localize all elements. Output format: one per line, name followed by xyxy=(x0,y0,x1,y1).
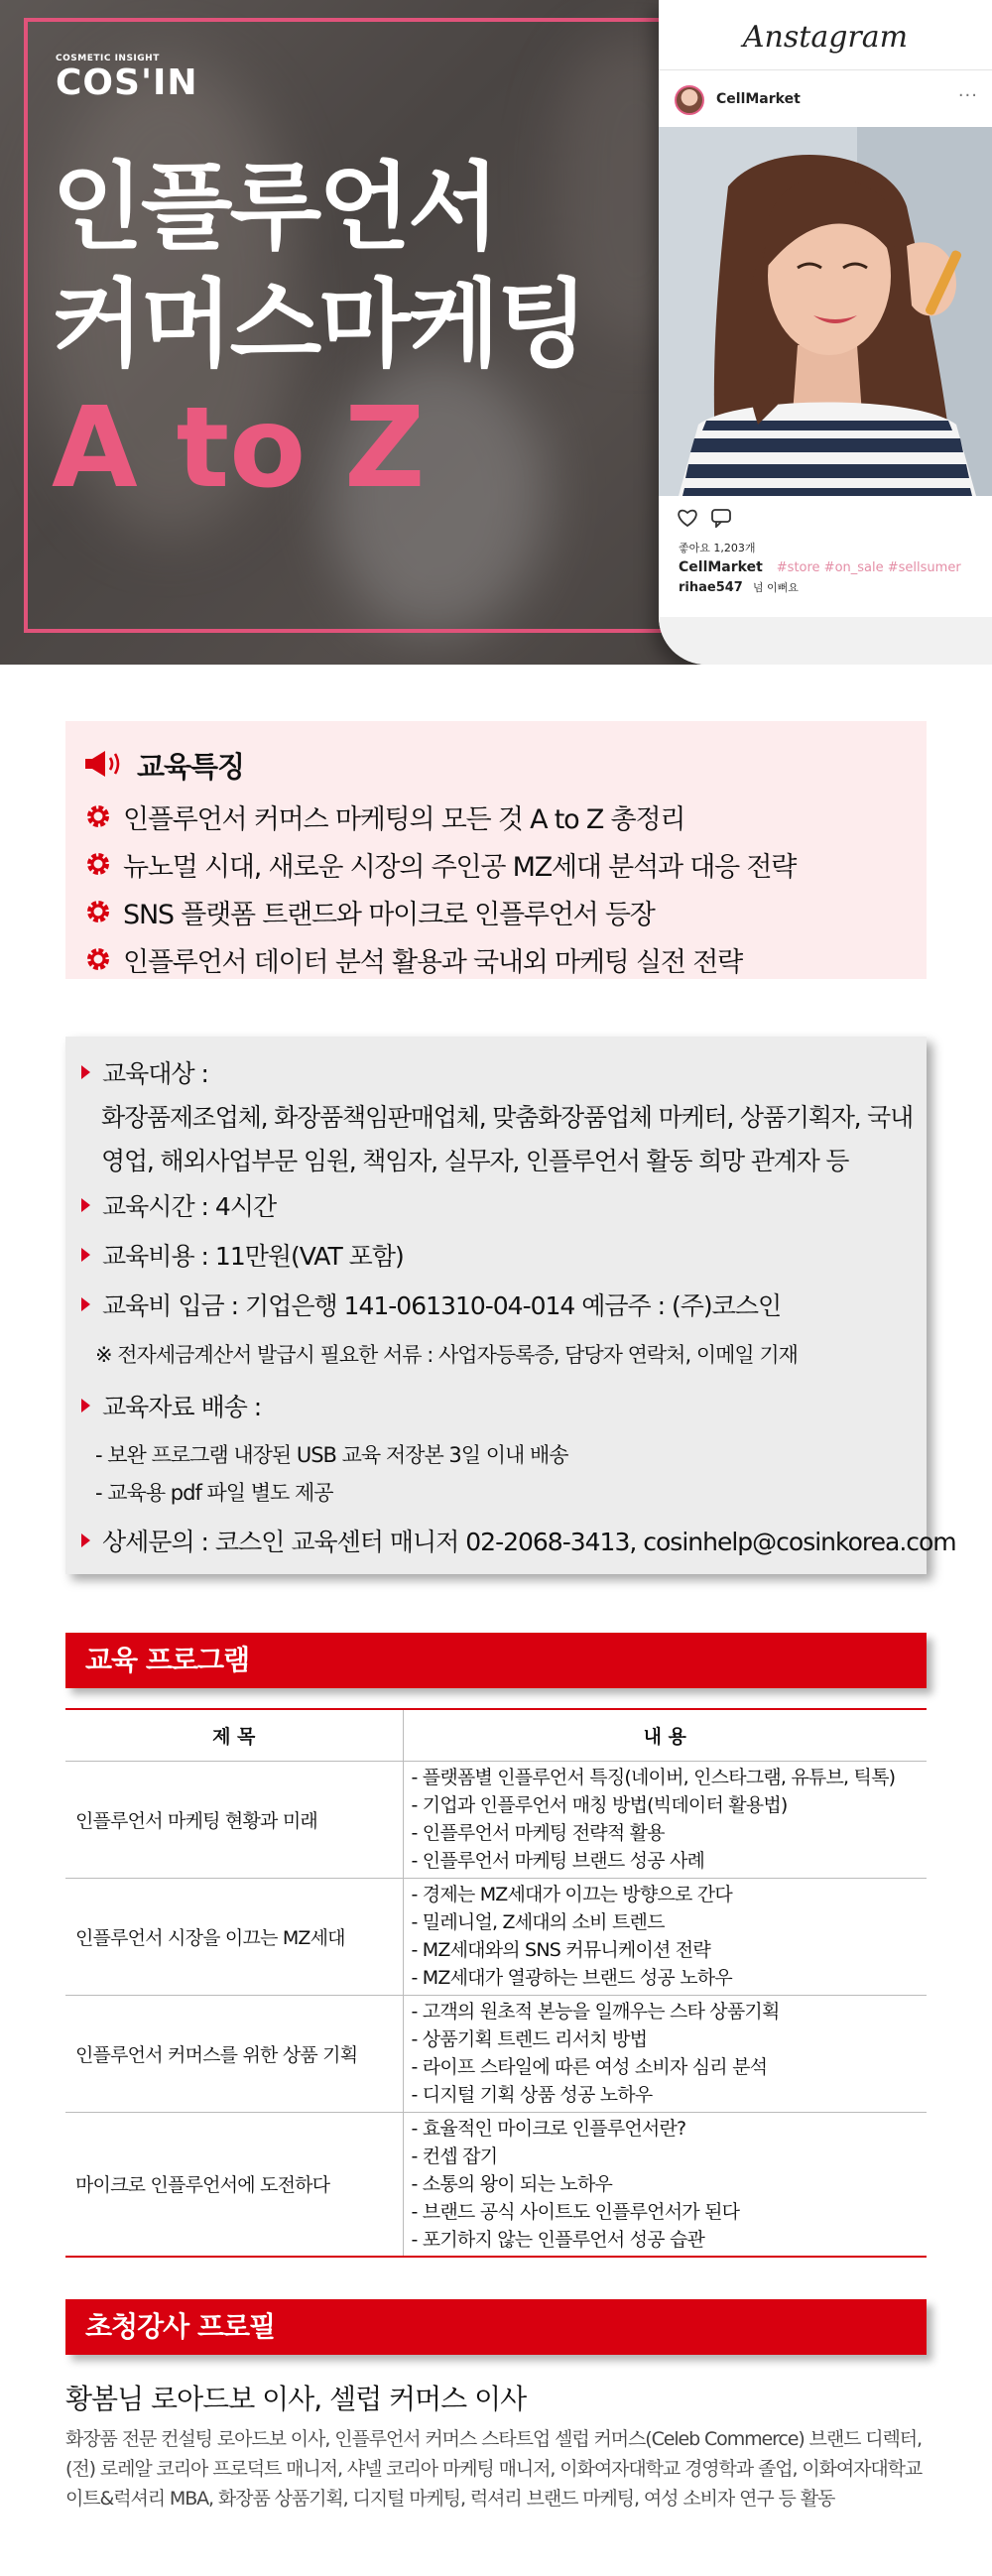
hero-banner xyxy=(0,0,992,665)
table-row xyxy=(65,1995,927,2112)
program-table xyxy=(65,1708,927,2258)
more-icon: ··· xyxy=(957,85,978,106)
instructor-bio xyxy=(65,2424,938,2514)
gear-icon xyxy=(85,946,111,972)
session-item: - 상품기획 트렌드 리서치 방법 xyxy=(411,2028,648,2050)
column-header-content: 내 용 xyxy=(403,1709,927,1761)
feature-text: SNS 플랫폼 트랜드와 마이크로 인플루언서 등장 xyxy=(123,899,655,930)
list-item xyxy=(85,793,796,840)
arrow-icon xyxy=(81,1248,90,1262)
session-item: - 컨셉 잡기 xyxy=(411,2145,498,2167)
post-username: CellMarket xyxy=(716,91,801,107)
target-label-text: 교육대상 : xyxy=(102,1059,208,1088)
course-cost-text: 교육비용 : 11만원(VAT 포함) xyxy=(102,1242,404,1271)
hero-title-accent: A to Z xyxy=(52,384,426,513)
gear-icon xyxy=(85,803,111,829)
arrow-icon xyxy=(81,1297,90,1311)
session-item: - 디지털 기획 상품 성공 노하우 xyxy=(411,2084,653,2106)
session-title: 마이크로 인플루언서에 도전하다 xyxy=(65,2112,403,2257)
arrow-icon xyxy=(81,1533,90,1547)
payment-info xyxy=(81,1287,781,1322)
logo-tagline: COSMETIC INSIGHT xyxy=(56,54,160,63)
feature-text: 인플루언서 커머스 마케팅의 모든 것 A to Z 총정리 xyxy=(123,803,685,835)
arrow-icon xyxy=(81,1065,90,1079)
session-item: - 소통의 왕이 되는 노하우 xyxy=(411,2172,613,2195)
likes-count: 좋아요 1,203개 xyxy=(679,542,756,554)
target-label xyxy=(81,1054,208,1090)
program-heading: 교육 프로그램 xyxy=(65,1633,927,1688)
heart-icon[interactable] xyxy=(677,508,698,528)
target-line: 영업, 해외사업부문 임원, 책임자, 실무자, 인플루언서 활동 희망 관계자 등 xyxy=(101,1147,849,1175)
arrow-icon xyxy=(81,1399,90,1412)
session-item: - 인플루언서 마케팅 전략적 활용 xyxy=(411,1822,665,1844)
session-item: - 플랫폼별 인플루언서 특징(네이버, 인스타그램, 유튜브, 틱톡) xyxy=(411,1767,896,1788)
post-comment xyxy=(679,579,799,595)
material-item: - 교육용 pdf 파일 별도 제공 xyxy=(95,1481,333,1505)
gear-icon xyxy=(85,851,111,877)
comment-text: 넘 이뻐요 xyxy=(752,581,799,594)
bio-line: 이트&럭셔리 MBA, 화장품 상품기획, 디지털 마케팅, 럭셔리 브랜드 마케팅, 여성 소비자 연구 등 활동 xyxy=(65,2488,835,2510)
feature-text: 인플루언서 데이터 분석 활용과 국내외 마케팅 실전 전략 xyxy=(123,946,742,978)
tax-note: ※ 전자세금계산서 발급시 필요한 서류 : 사업자등록증, 담당자 연락처, 이메일 기재 xyxy=(95,1343,798,1367)
arrow-icon xyxy=(81,1198,90,1212)
caption-hashtags: #store #on_sale #sellsumer xyxy=(776,560,961,575)
material-label-text: 교육자료 배송 : xyxy=(102,1393,262,1421)
material-item: - 보완 프로그램 내장된 USB 교육 저장본 3일 이내 배송 xyxy=(95,1443,568,1467)
session-content xyxy=(403,2112,927,2257)
features-list xyxy=(85,793,796,983)
hero-title-line: 인플루언서 xyxy=(52,152,497,263)
session-item: - 라이프 스타일에 따른 여성 소비자 심리 분석 xyxy=(411,2056,768,2078)
session-content xyxy=(403,1878,927,1995)
comment-username: rihae547 xyxy=(679,580,743,595)
instagram-logo: Anstagram xyxy=(742,20,909,55)
session-item: - MZ세대와의 SNS 커뮤니케이션 전략 xyxy=(411,1939,710,1961)
session-title: 인플루언서 시장을 이끄는 MZ세대 xyxy=(65,1878,403,1995)
session-item: - 효율적인 마이크로 인플루언서란? xyxy=(411,2117,686,2140)
caption-username: CellMarket xyxy=(679,559,763,575)
hero-title xyxy=(52,149,585,383)
list-item xyxy=(85,888,796,935)
features-title: 교육특징 xyxy=(137,750,245,784)
course-time-text: 교육시간 : 4시간 xyxy=(102,1192,277,1221)
session-content xyxy=(403,1761,927,1878)
table-header-row xyxy=(65,1709,927,1761)
table-row xyxy=(65,1878,927,1995)
course-time xyxy=(81,1187,276,1223)
hero-title-line: 커머스마케팅 xyxy=(52,269,586,380)
cosin-logo xyxy=(56,54,198,101)
instagram-mockup xyxy=(659,0,992,665)
features-heading xyxy=(83,745,244,786)
megaphone-icon xyxy=(83,749,127,783)
session-title: 인플루언서 마케팅 현황과 미래 xyxy=(65,1761,403,1878)
post-photo xyxy=(659,127,992,496)
instructor-name: 황봄님 로아드보 이사, 셀럽 커머스 이사 xyxy=(65,2383,527,2415)
table-row xyxy=(65,1761,927,1878)
session-item: - 포기하지 않는 인플루언서 성공 습관 xyxy=(411,2228,705,2251)
phone-bottom-strip xyxy=(659,617,992,665)
material-label xyxy=(81,1388,261,1423)
session-item: - MZ세대가 열광하는 브랜드 성공 노하우 xyxy=(411,1967,732,1989)
bio-line: 화장품 전문 컨설팅 로아드보 이사, 인플루언서 커머스 스타트업 셀럽 커머스(Celeb Commerce) 브랜드 디렉터, xyxy=(65,2428,922,2450)
table-row xyxy=(65,2112,927,2257)
gear-icon xyxy=(85,899,111,924)
payment-info-text: 교육비 입금 : 기업은행 141-061310-04-014 예금주 : (주)코스인 xyxy=(102,1291,782,1320)
session-item: - 브랜드 공식 사이트도 인플루언서가 된다 xyxy=(411,2200,740,2223)
list-item xyxy=(85,840,796,888)
contact-info-text: 상세문의 : 코스인 교육센터 매니저 02-2068-3413, cosinhelp@cosinkorea.com xyxy=(102,1528,956,1556)
session-title: 인플루언서 커머스를 위한 상품 기획 xyxy=(65,1995,403,2112)
contact-info xyxy=(81,1523,956,1558)
logo-wordmark: COS'IN xyxy=(56,62,198,103)
course-info-box xyxy=(65,1037,956,1574)
session-item: - 고객의 원초적 본능을 일깨우는 스타 상품기획 xyxy=(411,2001,780,2023)
list-item xyxy=(85,935,796,983)
session-item: - 기업과 인플루언서 매칭 방법(빅데이터 활용법) xyxy=(411,1794,788,1816)
column-header-title: 제 목 xyxy=(65,1709,403,1761)
woman-portrait-image xyxy=(659,127,992,496)
session-item: - 밀레니얼, Z세대의 소비 트렌드 xyxy=(411,1911,665,1933)
bio-line: (전) 로레알 코리아 프로덕트 매니저, 샤넬 코리아 마케팅 매니저, 이화여자대학교 경영학과 졸업, 이화여자대학교 xyxy=(65,2458,923,2480)
course-cost xyxy=(81,1237,404,1273)
session-item: - 인플루언서 마케팅 브랜드 성공 사례 xyxy=(411,1850,705,1872)
post-caption xyxy=(679,559,961,575)
divider xyxy=(659,69,992,70)
feature-text: 뉴노멀 시대, 새로운 시장의 주인공 MZ세대 분석과 대응 전략 xyxy=(123,851,797,883)
session-content xyxy=(403,1995,927,2112)
features-box xyxy=(65,721,927,979)
target-line: 화장품제조업체, 화장품책임판매업체, 맞춤화장품업체 마케터, 상품기획자, 국내 xyxy=(101,1103,914,1132)
avatar xyxy=(675,85,704,115)
instructor-heading: 초청강사 프로필 xyxy=(65,2299,927,2355)
post-actions xyxy=(677,508,732,528)
session-item: - 경제는 MZ세대가 이끄는 방향으로 간다 xyxy=(411,1884,732,1905)
comment-icon[interactable] xyxy=(710,508,732,528)
